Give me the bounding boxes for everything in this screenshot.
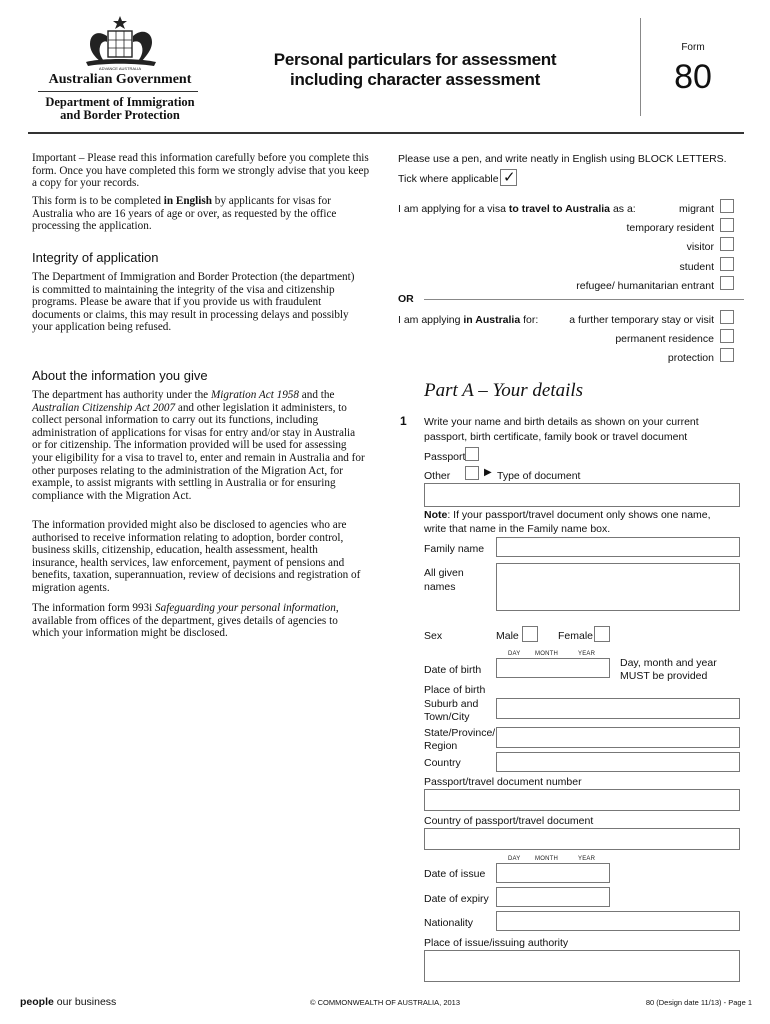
option-visitor-label: visitor bbox=[686, 241, 714, 253]
option-temporary-resident-checkbox[interactable] bbox=[720, 218, 734, 232]
question-1-number: 1 bbox=[400, 414, 407, 428]
date-of-expiry-input[interactable] bbox=[496, 887, 610, 907]
travel-to-australia-label bbox=[398, 203, 636, 215]
part-a-heading: Part A – Your details bbox=[424, 380, 584, 401]
other-label: Other bbox=[424, 470, 451, 482]
form-title-line2: including character assessment bbox=[290, 70, 540, 89]
type-of-document-input[interactable] bbox=[424, 483, 740, 507]
crest-logo bbox=[78, 14, 162, 72]
passport-country-input[interactable] bbox=[424, 828, 740, 850]
option-protection-label: protection bbox=[667, 352, 714, 364]
date-of-issue-input[interactable] bbox=[496, 863, 610, 883]
option-migrant-label: migrant bbox=[678, 203, 714, 215]
option-further-stay-checkbox[interactable] bbox=[720, 310, 734, 324]
given-names-input[interactable] bbox=[496, 563, 740, 611]
in-aus-bold: in Australia bbox=[463, 314, 521, 326]
dob-note-line2: MUST be provided bbox=[620, 670, 708, 682]
note-bold: Note bbox=[424, 509, 448, 521]
government-name: Australian Government bbox=[48, 72, 192, 87]
department-name-line1: Department of Immigration bbox=[45, 95, 195, 109]
department-name-line2: and Border Protection bbox=[60, 108, 180, 122]
arrow-right-icon: ▶ bbox=[484, 467, 492, 478]
english-requirement-post: by applicants for visas for Australia who are 16 years of age or over, as requested by the office processing the application. bbox=[32, 195, 337, 233]
pen-note: Please use a pen, and write neatly in English using BLOCK LETTERS. bbox=[398, 153, 727, 165]
note-text-line2: write that name in the Family name box. bbox=[424, 523, 611, 535]
option-permanent-residence-checkbox[interactable] bbox=[720, 329, 734, 343]
form-number-box bbox=[640, 18, 744, 116]
in-aus-pre: I am applying bbox=[398, 314, 464, 326]
female-label: Female bbox=[558, 630, 594, 642]
footer-our-business: our business bbox=[53, 996, 117, 1008]
state-label-1: State/Province/ bbox=[424, 727, 496, 739]
question-1-text-line2: passport, birth certificate, family book or travel document bbox=[424, 431, 688, 443]
form993-text bbox=[32, 602, 362, 640]
tick-example-box bbox=[500, 169, 517, 186]
svg-text:ADVANCE AUSTRALIA: ADVANCE AUSTRALIA bbox=[98, 66, 142, 71]
issue-day-header: DAY bbox=[508, 856, 521, 862]
type-of-document-label: Type of document bbox=[497, 470, 581, 482]
suburb-input[interactable] bbox=[496, 698, 740, 719]
form-label: Form bbox=[681, 42, 705, 53]
passport-country-label: Country of passport/travel document bbox=[424, 815, 594, 827]
state-label-2: Region bbox=[424, 740, 458, 752]
option-migrant-checkbox[interactable] bbox=[720, 199, 734, 213]
passport-number-label: Passport/travel document number bbox=[424, 776, 582, 788]
sex-label: Sex bbox=[424, 630, 443, 642]
english-requirement-pre: This form is to be completed bbox=[32, 195, 164, 207]
given-names-label-1: All given bbox=[424, 567, 464, 579]
english-requirement bbox=[32, 195, 372, 233]
suburb-label-2: Town/City bbox=[424, 711, 470, 723]
form993-title: Safeguarding your personal information bbox=[155, 602, 336, 614]
option-further-stay-label: a further temporary stay or visit bbox=[569, 314, 714, 326]
footer-page-info: 80 (Design date 11/13) - Page 1 bbox=[645, 998, 752, 1007]
given-names-label-2: names bbox=[424, 581, 456, 593]
date-of-birth-label: Date of birth bbox=[424, 664, 482, 676]
date-of-issue-label: Date of issue bbox=[424, 868, 486, 880]
question-1-text-line1: Write your name and birth details as shown on your current bbox=[424, 416, 699, 428]
place-of-issue-input[interactable] bbox=[424, 950, 740, 982]
note-text-line1 bbox=[424, 509, 711, 521]
date-of-birth-input[interactable] bbox=[496, 658, 610, 678]
dob-year-header: YEAR bbox=[578, 651, 596, 657]
travel-pre: I am applying for a visa bbox=[398, 203, 509, 215]
form993-pre: The information form 993i bbox=[32, 602, 156, 614]
integrity-heading: Integrity of application bbox=[32, 250, 159, 265]
passport-checkbox[interactable] bbox=[465, 447, 479, 461]
female-checkbox[interactable] bbox=[594, 626, 610, 642]
state-input[interactable] bbox=[496, 727, 740, 748]
option-student-checkbox[interactable] bbox=[720, 257, 734, 271]
place-of-birth-label: Place of birth bbox=[424, 684, 486, 696]
option-visitor-checkbox[interactable] bbox=[720, 237, 734, 251]
integrity-text: The Department of Immigration and Border Protection (the department) is committed to maintaining the integrity of the visa and citizenship programs. Please be aware that if you provide us with fraudulent documents or claims, this may result in processing delays and possibly your application being refused. bbox=[32, 271, 355, 334]
migration-act: Migration Act 1958 bbox=[210, 389, 299, 401]
family-name-input[interactable] bbox=[496, 537, 740, 557]
about-text-pre: The department has authority under the bbox=[32, 389, 211, 401]
about-heading: About the information you give bbox=[32, 368, 208, 383]
header-divider-left bbox=[38, 91, 198, 92]
header-rule bbox=[28, 132, 744, 134]
option-permanent-residence-label: permanent residence bbox=[615, 333, 714, 345]
dob-note-line1: Day, month and year bbox=[620, 657, 717, 669]
travel-bold: to travel to Australia bbox=[508, 203, 611, 215]
country-label: Country bbox=[424, 757, 461, 769]
note-line1: : If your passport/travel document only shows one name, bbox=[447, 509, 711, 521]
other-checkbox[interactable] bbox=[465, 466, 479, 480]
male-label: Male bbox=[496, 630, 519, 642]
or-label: OR bbox=[398, 293, 414, 305]
in-aus-post: for: bbox=[520, 314, 539, 326]
family-name-label: Family name bbox=[424, 543, 485, 555]
tick-mark: ✓ bbox=[503, 169, 516, 186]
disclosure-text: The information provided might also be disclosed to agencies who are authorised to receive information relating to adoption, border control, business skills, citizenship, education, health assessment, health insurance, health services, law enforcement, payment of pensions and benefits, taxation, superannuation, review of decisions and registration of migration agents. bbox=[32, 519, 361, 594]
form-number: 80 bbox=[674, 58, 712, 96]
option-protection-checkbox[interactable] bbox=[720, 348, 734, 362]
option-refugee-checkbox[interactable] bbox=[720, 276, 734, 290]
issue-year-header: YEAR bbox=[578, 856, 596, 862]
about-text bbox=[32, 389, 366, 502]
passport-label: Passport bbox=[424, 451, 466, 463]
option-student-label: student bbox=[679, 261, 714, 273]
tick-where-applicable: Tick where applicable bbox=[398, 173, 499, 185]
form-title-line1: Personal particulars for assessment bbox=[273, 50, 557, 69]
option-refugee-label: refugee/ humanitarian entrant bbox=[576, 280, 714, 292]
english-requirement-bold: in English bbox=[163, 195, 212, 207]
citizenship-act: Australian Citizenship Act 2007 bbox=[32, 401, 176, 414]
footer-people: people bbox=[20, 996, 54, 1008]
travel-post: as a: bbox=[610, 203, 636, 215]
in-australia-label bbox=[398, 314, 538, 326]
form993-post: , available from offices of the department, gives details of agencies to which your information might be disclosed. bbox=[32, 602, 339, 640]
nationality-label: Nationality bbox=[424, 917, 474, 929]
option-temporary-resident-label: temporary resident bbox=[626, 222, 714, 234]
dob-day-header: DAY bbox=[508, 651, 521, 657]
nationality-input[interactable] bbox=[496, 911, 740, 931]
dob-month-header: MONTH bbox=[535, 651, 558, 657]
important-notice: Important – Please read this information carefully before you complete this form. Once you have completed this form we strongly advise that you keep a copy for your records. bbox=[32, 152, 370, 190]
about-text-post: and other legislation it administers, to collect personal information to carry out its functions, including administration of applications for visas for entry and/or stay in Australia or for citizenship. The information provided will be used for assessing your eligibility for a visa to travel to, enter and remain in Australia and for other purposes relating to the administration of the Migration Act, for example, to assist migrants with settling in Australia or for ensuring compliance with the Migration Act. bbox=[32, 401, 365, 502]
date-of-expiry-label: Date of expiry bbox=[424, 893, 489, 905]
place-of-issue-label: Place of issue/issuing authority bbox=[424, 937, 569, 949]
about-text-mid: and the bbox=[299, 389, 335, 401]
or-divider bbox=[424, 299, 744, 300]
country-input[interactable] bbox=[496, 752, 740, 772]
footer-copyright: © COMMONWEALTH OF AUSTRALIA, 2013 bbox=[310, 998, 460, 1007]
passport-number-input[interactable] bbox=[424, 789, 740, 811]
footer-tagline bbox=[20, 996, 116, 1008]
issue-month-header: MONTH bbox=[535, 856, 558, 862]
suburb-label-1: Suburb and bbox=[424, 698, 479, 710]
male-checkbox[interactable] bbox=[522, 626, 538, 642]
